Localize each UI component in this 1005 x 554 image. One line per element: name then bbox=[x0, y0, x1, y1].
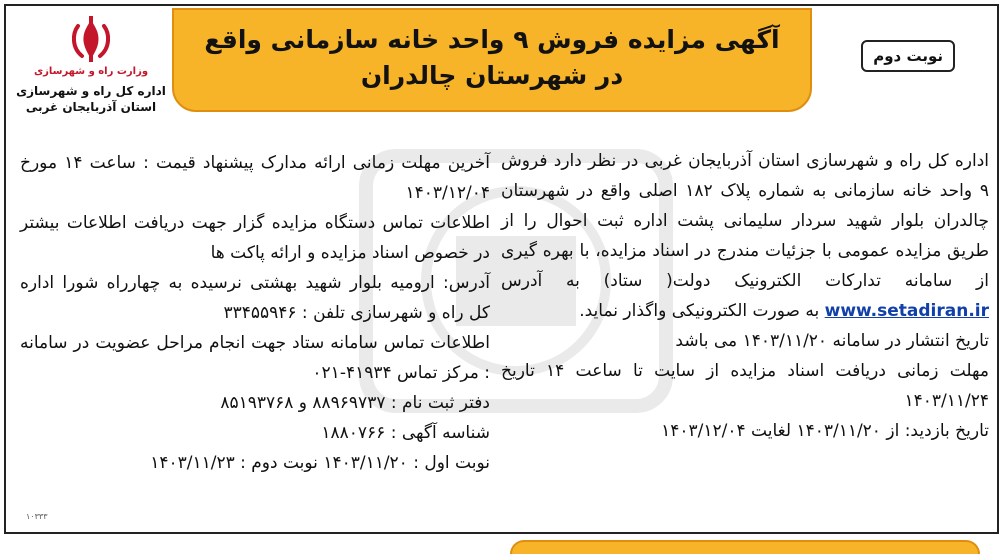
setad-contact-text: اطلاعات تماس سامانه ستاد جهت انجام مراحل عضویت در سامانه : مرکز تماس ۴۱۹۳۴-۰۲۱ bbox=[20, 333, 490, 383]
registration-office-text: دفتر ثبت نام : ۸۸۹۶۹۷۳۷ و ۸۵۱۹۳۷۶۸ bbox=[220, 393, 490, 413]
org-name-line1: اداره کل راه و شهرسازی bbox=[16, 84, 166, 98]
publication-round-badge: نوبت دوم bbox=[861, 40, 955, 72]
bid-deadline-text: آخرین مهلت زمانی ارائه مدارک پیشنهاد قیمت : ساعت ۱۴ مورخ ۱۴۰۳/۱۲/۰۴ bbox=[20, 153, 490, 203]
address-text: آدرس: ارومیه بلوار شهید بهشتی نرسیده به چهارراه شورا اداره کل راه و شهرسازی تلفن : ۳۳۴۵۵۹۴۶ bbox=[20, 273, 490, 323]
visit-date-text: تاریخ بازدید: از ۱۴۰۳/۱۱/۲۰ لغایت ۱۴۰۳/۱۲/۰۴ bbox=[661, 421, 989, 441]
docs-deadline-text: مهلت زمانی دریافت اسناد مزایده از سایت تا ساعت ۱۴ تاریخ ۱۴۰۳/۱۱/۲۴ bbox=[501, 361, 989, 411]
ad-body-right-column bbox=[501, 146, 989, 446]
ad-intro-end: به صورت الکترونیکی واگذار نماید. bbox=[579, 301, 820, 321]
publication-dates-text: نوبت اول : ۱۴۰۳/۱۱/۲۰ نوبت دوم : ۱۴۰۳/۱۱/۲۳ bbox=[150, 453, 490, 473]
ad-title-line1: آگهی مزایده فروش ۹ واحد خانه سازمانی واقع bbox=[204, 25, 780, 54]
ad-code-mark: ۱۰۳۳۳ bbox=[26, 512, 48, 521]
setadiran-link[interactable]: www.setadiran.ir bbox=[824, 301, 989, 321]
iran-emblem-icon bbox=[68, 14, 114, 64]
ad-body-left-column bbox=[20, 148, 490, 478]
ad-intro-paragraph bbox=[501, 146, 989, 326]
org-name-line2: استان آذربایجان غربی bbox=[25, 100, 157, 114]
next-ad-banner-edge bbox=[510, 540, 980, 554]
ad-id-text: شناسه آگهی : ۱۸۸۰۷۶۶ bbox=[321, 423, 490, 443]
ad-title-line2: در شهرستان چالدران bbox=[360, 61, 624, 90]
ministry-logo-text: وزارت راه و شهرسازی bbox=[33, 66, 149, 77]
ad-frame bbox=[4, 4, 999, 534]
organization-logo bbox=[16, 14, 166, 115]
contact-info-text: اطلاعات تماس دستگاه مزایده گزار جهت دریافت اطلاعات بیشتر در خصوص اسناد مزایده و ارائه پاکت ها bbox=[20, 213, 490, 263]
publish-date-text: تاریخ انتشار در سامانه ۱۴۰۳/۱۱/۲۰ می باشد bbox=[675, 331, 989, 351]
ad-title-banner bbox=[172, 8, 812, 112]
ad-intro-text: اداره کل راه و شهرسازی استان آذربایجان غربی در نظر دارد فروش ۹ واحد خانه سازمانی به شماره پلاک ۱۸۲ اصلی واقع در شهرستان چالدران بلوار شهید سردار سلیمانی پشت اداره ثبت احوال را از طریق مزایده عمومی با جزئیات مندرج در اسناد مزایده، با بهره گیری از سامانه تدارکات الکترونیک دولت( ستاد) به آدرس bbox=[501, 151, 989, 291]
